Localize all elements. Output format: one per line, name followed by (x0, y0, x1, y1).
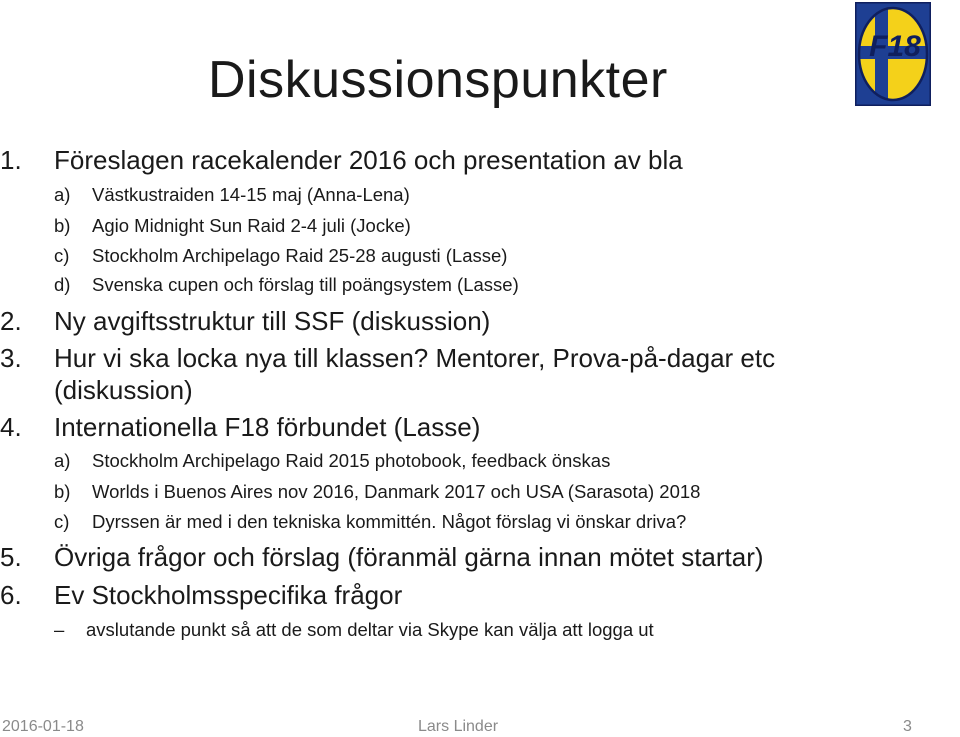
list-item-6 (0, 580, 700, 614)
footer-date: 2016-01-18 (2, 718, 84, 735)
sub-item-text: avslutande punkt så att de som deltar via Skype kan välja att logga ut (86, 619, 654, 640)
sub-item-marker: – (54, 619, 65, 640)
sub-item-text: Dyrssen är med i den tekniska kommittén. Något förslag vi önskar driva? (92, 511, 687, 532)
sub-item-marker: a) (54, 450, 71, 471)
item-number: 5. (0, 542, 22, 572)
list-item-2 (0, 306, 700, 340)
sub-item-marker: c) (54, 245, 70, 266)
slide-title: Diskussionspunkter (208, 51, 668, 109)
item-number: 4. (0, 412, 22, 442)
f18-logo (855, 2, 931, 106)
item-text: Internationella F18 förbundet (Lasse) (54, 412, 481, 442)
sub-item-text: Stockholm Archipelago Raid 2015 photobook, feedback önskas (92, 450, 611, 471)
list-item-3 (0, 343, 800, 409)
sub-item-marker: b) (54, 215, 71, 236)
sub-item-6-dash (54, 619, 814, 645)
item-text: Hur vi ska locka nya till klassen? Mentorer, Prova-på-dagar etc (54, 343, 776, 373)
item-number: 1. (0, 145, 22, 175)
sub-item-4c (54, 511, 814, 537)
sub-item-4a (54, 450, 774, 476)
item-number: 6. (0, 580, 22, 610)
sub-item-marker: a) (54, 184, 71, 205)
footer-page-number: 3 (903, 718, 912, 735)
sub-item-1a (54, 184, 754, 210)
sub-item-1d (54, 274, 754, 300)
sub-item-4b (54, 481, 814, 507)
item-number: 2. (0, 306, 22, 336)
sub-item-marker: d) (54, 274, 71, 295)
item-number: 3. (0, 343, 22, 373)
item-text: Ny avgiftsstruktur till SSF (diskussion) (54, 306, 491, 336)
sub-item-1b (54, 215, 754, 241)
list-item-5 (0, 542, 800, 576)
sub-item-text: Stockholm Archipelago Raid 25-28 augusti (Lasse) (92, 245, 508, 266)
list-item-1 (0, 145, 700, 179)
sub-item-text: Svenska cupen och förslag till poängsystem (Lasse) (92, 274, 519, 295)
item-text: Ev Stockholmsspecifika frågor (54, 580, 403, 610)
item-text: Övriga frågor och förslag (föranmäl gärna innan mötet startar) (54, 542, 764, 572)
sub-item-1c (54, 245, 754, 271)
item-text-continuation: (diskussion) (54, 375, 193, 405)
sub-item-text: Worlds i Buenos Aires nov 2016, Danmark 2017 och USA (Sarasota) 2018 (92, 481, 701, 502)
item-text: Föreslagen racekalender 2016 och presentation av bla (54, 145, 683, 175)
footer-author: Lars Linder (418, 718, 499, 735)
svg-text:F18: F18 (869, 30, 921, 63)
sub-item-marker: b) (54, 481, 71, 502)
list-item-4 (0, 412, 700, 446)
sub-item-text: Agio Midnight Sun Raid 2-4 juli (Jocke) (92, 215, 411, 236)
sub-item-marker: c) (54, 511, 70, 532)
sub-item-text: Västkustraiden 14-15 maj (Anna-Lena) (92, 184, 410, 205)
